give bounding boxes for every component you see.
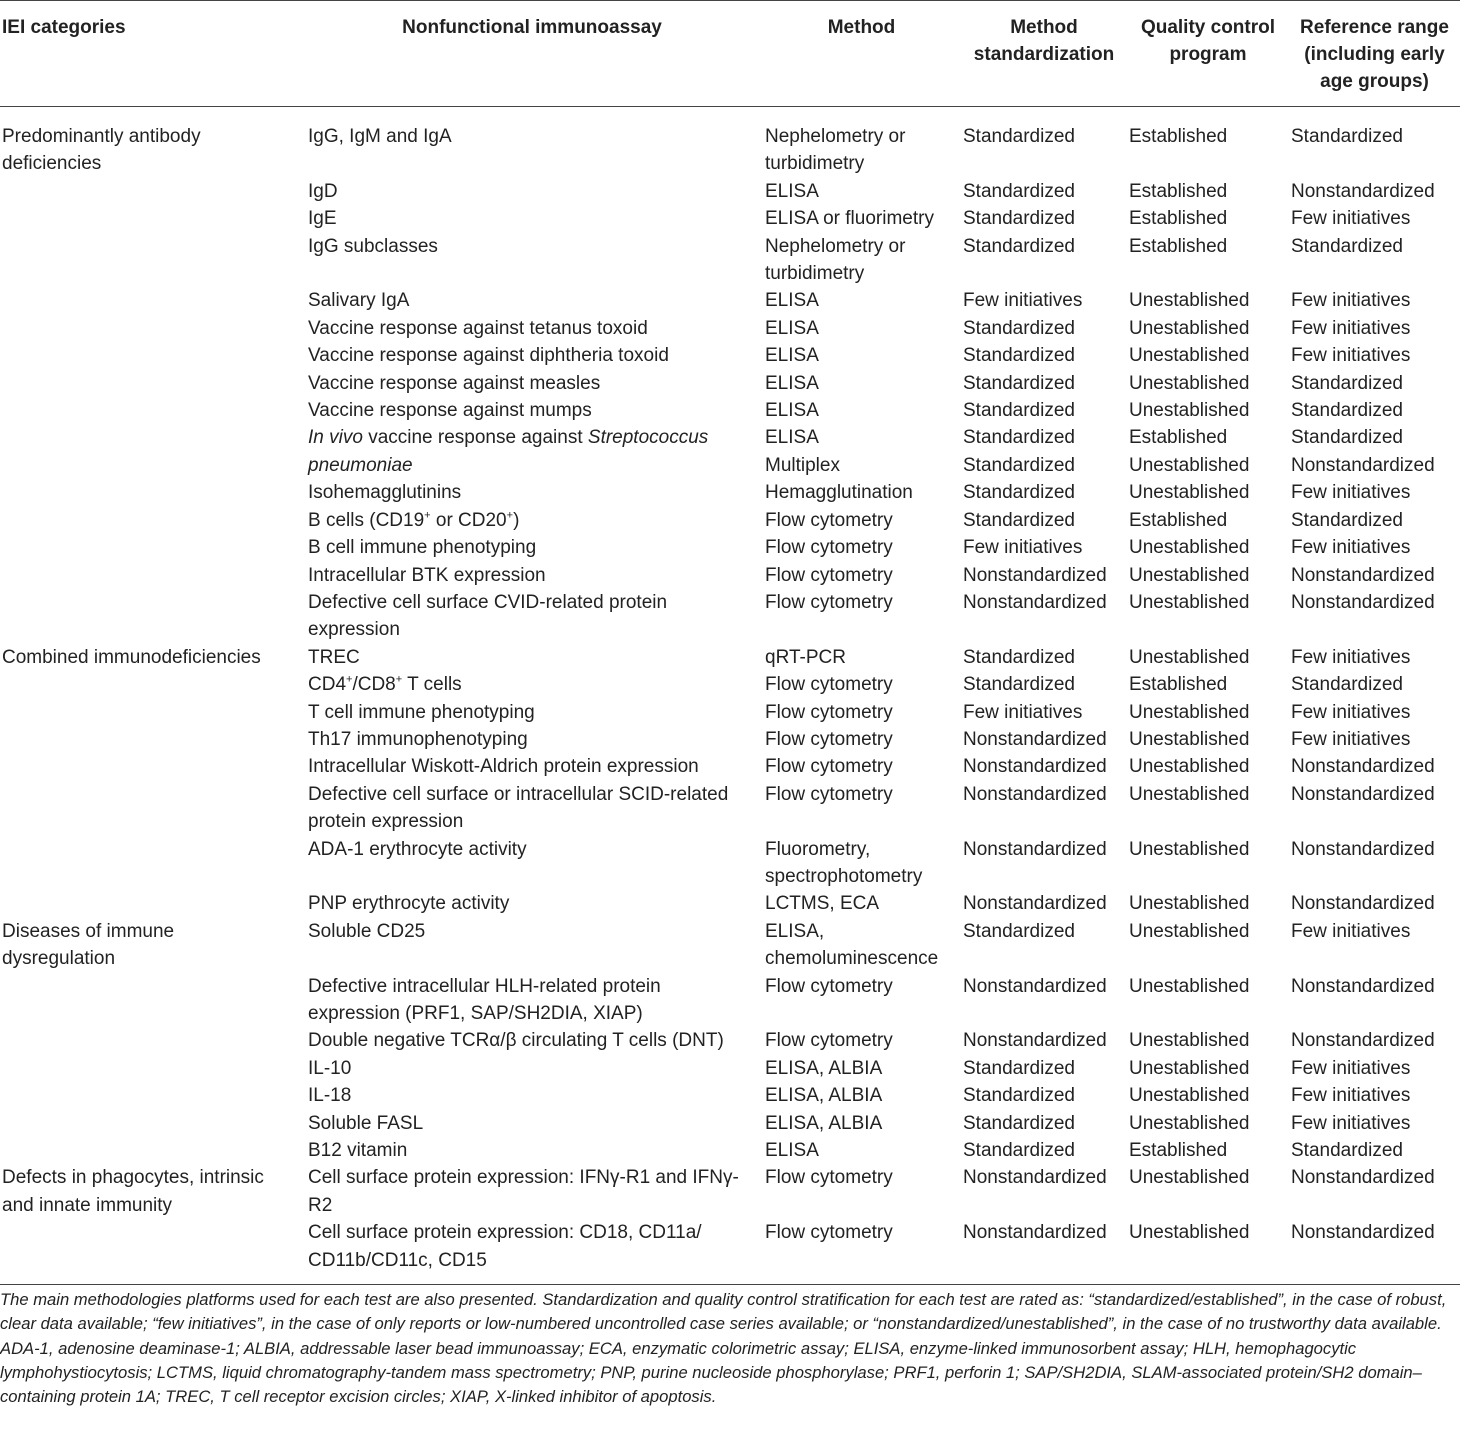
cell-quality-control: Unestablished [1129,838,1250,860]
cell-quality-control: Unestablished [1129,454,1250,476]
cell-standardization: Nonstandardized [963,756,1107,778]
table-row [0,890,1460,917]
table-row [0,534,1460,561]
footnote-methodology: The main methodologies platforms used for each test are also presented. Standardization and quality control stratification for each test are rated as: “standardized/established”, in the case of robust, clear data available; “few initiatives”, in the case of only reports or low-numbered uncontrolled case series available; or “nonstandardized/unestablished”, in the case of no trustworthy data available. [0,1290,1447,1334]
cell-method: Nephelometry or turbidimetry [765,235,906,285]
cell-quality-control: Established [1129,509,1228,531]
table-row [0,1219,1460,1284]
table-row [0,1110,1460,1137]
table-row [0,342,1460,369]
assay-text-part: /CD8 [352,674,396,696]
cell-standardization: Standardized [963,920,1075,942]
cell-quality-control: Unestablished [1129,400,1250,422]
cell-assay: Vaccine response against tetanus toxoid [308,317,648,339]
cell-reference-range: Nonstandardized [1291,838,1435,860]
cell-method: Fluorometry, spectrophotometry [765,838,923,887]
cell-reference-range: Standardized [1291,235,1403,257]
table-row [0,233,1460,288]
cell-standardization: Standardized [963,1112,1075,1134]
cell-method: ELISA [765,345,819,367]
cell-standardization: Standardized [963,345,1075,367]
cell-standardization: Standardized [963,427,1075,449]
cell-category: Diseases of immune dysregulation [2,920,175,970]
cell-category [0,479,302,506]
table-row [0,315,1460,342]
cell-quality-control: Unestablished [1129,783,1250,805]
cell-quality-control: Unestablished [1129,482,1250,504]
cell-assay: Vaccine response against mumps [308,400,592,422]
assay-italic-text: pneumoniae [308,454,413,476]
table-row [0,918,1460,973]
cell-quality-control: Unestablished [1129,1222,1250,1244]
table-row [0,973,1460,1028]
cell-method: Multiplex [765,454,840,476]
cell-quality-control: Unestablished [1129,591,1250,613]
cell-reference-range: Few initiatives [1291,1057,1411,1079]
cell-category [0,534,302,561]
cell-standardization: Standardized [963,482,1075,504]
table-row [0,178,1460,205]
cell-reference-range: Standardized [1291,674,1403,696]
cell-method: Flow cytometry [765,701,893,723]
cell-standardization: Standardized [963,674,1075,696]
cell-reference-range: Few initiatives [1291,701,1411,723]
cell-assay [302,507,762,534]
cell-category [0,1219,302,1284]
cell-method: Flow cytometry [765,591,893,613]
cell-category [0,589,302,644]
cell-category [0,562,302,589]
cell-category [0,205,302,232]
superscript-plus: + [424,509,431,522]
table-row [0,644,1460,671]
cell-quality-control: Unestablished [1129,537,1250,559]
assay-text-part: T cells [402,674,462,696]
cell-reference-range: Standardized [1291,400,1403,422]
cell-method: qRT-PCR [765,646,846,668]
cell-assay: Cell surface protein expression: CD18, CD11a/ CD11b/CD11c, CD15 [308,1222,702,1271]
cell-category: Predominantly antibody deficiencies [2,126,201,175]
cell-method: ELISA [765,400,819,422]
header-iei-categories: IEI categories [2,17,126,38]
cell-method: Flow cytometry [765,537,893,559]
cell-quality-control: Unestablished [1129,1112,1250,1134]
cell-method: Flow cytometry [765,1222,893,1244]
cell-assay [302,424,762,451]
cell-method: ELISA [765,317,819,339]
cell-method: Flow cytometry [765,509,893,531]
cell-method: ELISA, ALBIA [765,1085,883,1107]
cell-standardization: Standardized [963,454,1075,476]
cell-quality-control: Established [1129,674,1228,696]
cell-assay: PNP erythrocyte activity [308,893,510,915]
cell-assay: Soluble CD25 [308,920,426,942]
header-quality-control-program: Quality control program [1140,17,1276,65]
cell-assay: Defective cell surface CVID-related protein expression [308,591,668,641]
cell-standardization: Nonstandardized [963,893,1107,915]
cell-method: ELISA, chemoluminescence [765,920,939,970]
cell-assay: Vaccine response against measles [308,372,601,394]
cell-standardization: Standardized [963,646,1075,668]
cell-quality-control: Unestablished [1129,564,1250,586]
cell-category [0,287,302,314]
cell-assay: T cell immune phenotyping [308,701,535,723]
cell-assay: IgD [308,180,338,202]
cell-category [0,781,302,836]
cell-standardization: Standardized [963,372,1075,394]
cell-assay [302,452,762,479]
cell-category [0,342,302,369]
cell-method: LCTMS, ECA [765,893,880,915]
cell-reference-range: Nonstandardized [1291,454,1435,476]
cell-category [0,424,302,451]
cell-reference-range: Few initiatives [1291,646,1411,668]
table-row [0,589,1460,644]
table-row [0,287,1460,314]
cell-quality-control: Established [1129,208,1228,230]
cell-category [0,836,302,891]
cell-reference-range: Few initiatives [1291,345,1411,367]
cell-reference-range: Few initiatives [1291,208,1411,230]
cell-quality-control: Unestablished [1129,1030,1250,1052]
cell-reference-range: Few initiatives [1291,920,1411,942]
cell-assay: B cell immune phenotyping [308,537,537,559]
cell-category [0,671,302,698]
cell-reference-range: Nonstandardized [1291,591,1435,613]
cell-reference-range: Nonstandardized [1291,1167,1435,1189]
cell-reference-range: Standardized [1291,509,1403,531]
cell-reference-range: Few initiatives [1291,1112,1411,1134]
cell-category [0,1082,302,1109]
cell-quality-control: Established [1129,126,1228,147]
cell-reference-range: Nonstandardized [1291,893,1435,915]
cell-assay: IL-18 [308,1085,352,1107]
cell-method: ELISA, ALBIA [765,1057,883,1079]
cell-method: Flow cytometry [765,1167,893,1189]
cell-assay: IgG, IgM and IgA [308,126,452,147]
header-reference-range: Reference range (including early age groups) [1300,17,1449,92]
cell-standardization: Nonstandardized [963,564,1107,586]
cell-standardization: Few initiatives [963,290,1083,312]
cell-reference-range: Few initiatives [1291,728,1411,750]
assay-text-part: Streptococcus [587,427,709,449]
assay-text-part: CD4 [308,674,347,696]
table-row [0,699,1460,726]
cell-quality-control: Unestablished [1129,1167,1250,1189]
cell-assay [302,671,762,698]
header-method: Method [827,17,896,38]
cell-reference-range: Nonstandardized [1291,756,1435,778]
table-footnotes [0,1288,1460,1409]
table-row [0,1027,1460,1054]
table-header [0,1,1460,107]
footnote-abbreviations: ADA-1, adenosine deaminase-1; ALBIA, addressable laser bead immunoassay; ECA, enzymatic colorimetric assay; ELISA, enzyme-linked immunosorbent assay; HLH, hemophagocytic lymphohystiocytosis; LCTMS, liquid chromatography-tandem mass spectrometry; PNP, purine nucleoside phosphorylase; PRF1, perforin 1; SAP/SH2DIA, SLAM-associated protein/SH2 domain–containing protein 1A; TREC, T cell receptor excision circles; XIAP, X-linked inhibitor of apoptosis. [0,1338,1422,1407]
cell-reference-range: Nonstandardized [1291,564,1435,586]
header-method-standardization: Method standardization [973,17,1115,65]
cell-assay: IgE [308,208,337,230]
cell-quality-control: Unestablished [1129,701,1250,723]
cell-quality-control: Unestablished [1129,1085,1250,1107]
cell-method: ELISA [765,290,819,312]
cell-standardization: Standardized [963,180,1075,202]
cell-method: Flow cytometry [765,756,893,778]
table-body [0,107,1460,1285]
cell-category [0,452,302,479]
table-row [0,370,1460,397]
cell-quality-control: Unestablished [1129,317,1250,339]
cell-assay: IL-10 [308,1057,352,1079]
cell-method: Flow cytometry [765,975,893,997]
cell-reference-range: Nonstandardized [1291,1222,1435,1244]
cell-reference-range: Few initiatives [1291,317,1411,339]
cell-category [0,1110,302,1137]
cell-standardization: Standardized [963,1057,1075,1079]
table-row [0,1164,1460,1219]
cell-method: ELISA [765,1140,819,1162]
cell-category [0,233,302,288]
table-row [0,836,1460,891]
cell-standardization: Nonstandardized [963,591,1107,613]
cell-method: Hemagglutination [765,482,913,504]
cell-standardization: Few initiatives [963,537,1083,559]
cell-reference-range: Nonstandardized [1291,180,1435,202]
cell-method: ELISA [765,180,819,202]
cell-reference-range: Nonstandardized [1291,783,1435,805]
table-row [0,479,1460,506]
cell-assay: Soluble FASL [308,1112,424,1134]
assay-text-part: vaccine response against [362,427,588,449]
assay-text-part: In vivo [308,427,363,449]
table-row [0,452,1460,479]
superscript-plus: + [395,673,403,686]
cell-category [0,1027,302,1054]
cell-reference-range: Few initiatives [1291,482,1411,504]
cell-category [0,1137,302,1164]
cell-assay: IgG subclasses [308,235,438,257]
cell-standardization: Standardized [963,126,1075,147]
cell-method: Flow cytometry [765,564,893,586]
cell-category [0,1055,302,1082]
cell-category: Combined immunodeficiencies [2,646,261,668]
cell-standardization: Few initiatives [963,701,1083,723]
cell-method: ELISA [765,372,819,394]
cell-assay: Salivary IgA [308,290,410,312]
assay-text-part: B cells (CD19 [308,509,425,531]
cell-assay: Intracellular BTK expression [308,564,546,586]
cell-quality-control: Unestablished [1129,893,1250,915]
cell-method: Flow cytometry [765,783,893,805]
cell-assay: Th17 immunophenotyping [308,728,528,750]
table-row [0,205,1460,232]
table-row [0,424,1460,451]
cell-standardization: Standardized [963,208,1075,230]
cell-method: ELISA or fluorimetry [765,208,934,230]
cell-category [0,178,302,205]
assay-text-part: or CD20 [430,509,507,531]
cell-standardization: Nonstandardized [963,838,1107,860]
cell-standardization: Standardized [963,1085,1075,1107]
cell-quality-control: Established [1129,235,1228,257]
cell-category [0,370,302,397]
cell-category [0,699,302,726]
cell-method: Flow cytometry [765,728,893,750]
cell-method: Nephelometry or turbidimetry [765,126,906,175]
assay-text-part: ) [513,509,520,531]
cell-quality-control: Unestablished [1129,728,1250,750]
cell-reference-range: Nonstandardized [1291,1030,1435,1052]
table-row [0,1137,1460,1164]
cell-quality-control: Established [1129,427,1228,449]
cell-reference-range: Standardized [1291,126,1403,147]
cell-quality-control: Unestablished [1129,756,1250,778]
superscript-plus: + [346,673,353,686]
cell-category: Defects in phagocytes, intrinsic and innate immunity [2,1167,264,1216]
cell-reference-range: Few initiatives [1291,1085,1411,1107]
cell-standardization: Standardized [963,235,1075,257]
cell-quality-control: Established [1129,180,1228,202]
cell-assay: Defective intracellular HLH-related protein expression (PRF1, SAP/SH2DIA, XIAP) [308,975,661,1024]
cell-category [0,315,302,342]
cell-standardization: Standardized [963,509,1075,531]
cell-quality-control: Unestablished [1129,372,1250,394]
table-row [0,397,1460,424]
table-row [0,107,1460,178]
cell-standardization: Standardized [963,1140,1075,1162]
cell-assay: Intracellular Wiskott-Aldrich protein expression [308,756,699,778]
cell-reference-range: Standardized [1291,427,1403,449]
table-row [0,562,1460,589]
table-row [0,781,1460,836]
cell-assay: Vaccine response against diphtheria toxoid [308,345,669,367]
table-row [0,753,1460,780]
cell-quality-control: Unestablished [1129,1057,1250,1079]
cell-category [0,726,302,753]
cell-standardization: Standardized [963,317,1075,339]
cell-standardization: Standardized [963,400,1075,422]
cell-standardization: Nonstandardized [963,1167,1107,1189]
header-nonfunctional-immunoassay: Nonfunctional immunoassay [402,17,662,38]
cell-standardization: Nonstandardized [963,1030,1107,1052]
cell-assay: Cell surface protein expression: IFNγ-R1 and IFNγ-R2 [308,1167,739,1216]
cell-standardization: Nonstandardized [963,783,1107,805]
cell-assay: Defective cell surface or intracellular SCID-related protein expression [308,783,729,833]
cell-assay: B12 vitamin [308,1140,408,1162]
table-row [0,1082,1460,1109]
cell-quality-control: Unestablished [1129,345,1250,367]
cell-quality-control: Unestablished [1129,920,1250,942]
cell-category [0,507,302,534]
cell-assay: TREC [308,646,360,668]
cell-method: Flow cytometry [765,674,893,696]
cell-reference-range: Few initiatives [1291,537,1411,559]
cell-standardization: Nonstandardized [963,1222,1107,1244]
cell-standardization: Nonstandardized [963,975,1107,997]
cell-method: ELISA [765,427,819,449]
table-row [0,507,1460,534]
cell-assay: Double negative TCRα/β circulating T cells (DNT) [308,1030,724,1052]
cell-reference-range: Standardized [1291,372,1403,394]
table-row [0,726,1460,753]
cell-category [0,973,302,1028]
cell-category [0,397,302,424]
cell-reference-range: Few initiatives [1291,290,1411,312]
table-row [0,671,1460,698]
superscript-plus: + [506,509,514,522]
cell-quality-control: Unestablished [1129,290,1250,312]
cell-category [0,890,302,917]
cell-quality-control: Unestablished [1129,975,1250,997]
cell-reference-range: Nonstandardized [1291,975,1435,997]
cell-assay: Isohemagglutinins [308,482,462,504]
cell-method: ELISA, ALBIA [765,1112,883,1134]
cell-quality-control: Established [1129,1140,1228,1162]
cell-assay: ADA-1 erythrocyte activity [308,838,527,860]
cell-category [0,753,302,780]
cell-quality-control: Unestablished [1129,646,1250,668]
cell-standardization: Nonstandardized [963,728,1107,750]
table-row [0,1055,1460,1082]
cell-reference-range: Standardized [1291,1140,1403,1162]
cell-method: Flow cytometry [765,1030,893,1052]
